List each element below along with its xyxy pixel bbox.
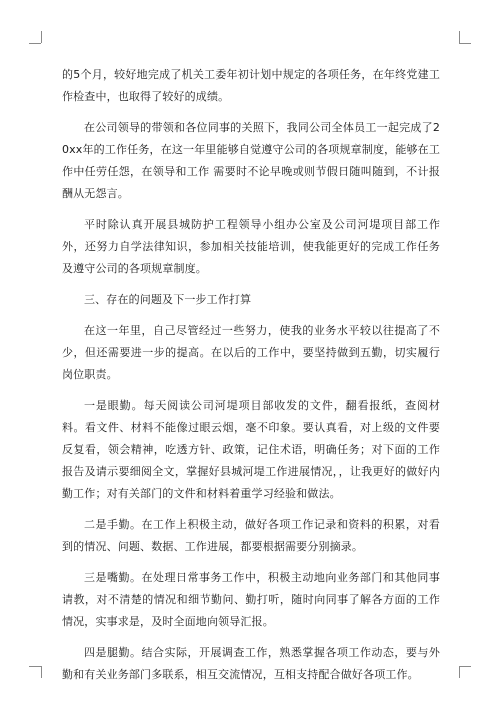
crop-mark-bottom-right-v [459,666,460,678]
paragraph: 在这一年里，自己尽管经过一些努力，使我的业务水平较以往提高了不少，但还需要进一步的提高。在以后的工作中，要坚持做到五勤，切实履行岗位职责。 [62,324,440,381]
paragraph: 平时除认真开展县城防护工程领导小组办公室及公司河堤项目部工作外，还努力自学法律知识，参加相关技能培训，使我能更好的完成工作任务及遵守公司的各项规章制度。 [62,218,440,275]
crop-mark-top-right-v [459,31,460,43]
paragraph: 三是嘴勤。在处理日常事务工作中，积极主动地向业务部门和其他同事请教，对不清楚的情况和细节勤问、勤打听，随时向同事了解各方面的工作情况，实事求是，及时全面地向领导汇报。 [62,571,440,628]
document-body [62,64,440,695]
crop-mark-top-left-v [41,31,42,43]
crop-mark-top-left-h [29,43,41,44]
section-heading: 三、存在的问题及下一步工作打算 [84,293,252,306]
paragraph: 四是腿勤。结合实际，开展调查工作，熟悉掌握各项工作动态，要与外勤和有关业务部门多联系，相互交流情况，互相支持配合做好各项工作。 [62,646,440,681]
crop-mark-bottom-left-h [29,666,41,667]
paragraph: 在公司领导的带领和各位同事的关照下，我同公司全体员工一起完成了20xx年的工作任务，在这一年里能够自觉遵守公司的各项规章制度，能够在工作中任劳任怨，在领导和工作 需要时不论早晚或则节假日随叫随到，不计报酬从无怨言。 [62,121,440,200]
crop-mark-top-right-h [459,43,471,44]
paragraph: 的5个月，较好地完成了机关工委年初计划中规定的各项任务，在年终党建工作检查中，也取得了较好的成绩。 [62,68,440,103]
paragraph: 二是手勤。在工作上积极主动，做好各项工作记录和资料的积累，对看到的情况、问题、数据、工作进展，都要根据需要分别摘录。 [62,518,440,553]
crop-mark-bottom-left-v [41,666,42,678]
paragraph: 一是眼勤。每天阅读公司河堤项目部收发的文件，翻看报纸，查阅材料。看文件、材料不能像过眼云烟，毫不印象。要认真看，对上级的文件要反复看，领会精神，吃透方针、政策，记住术语，明确任务；对下面的工作报告及请示要细阅全文，掌握好县城河堤工作进展情况，，让我更好的做好内勤工作；对有关部门的文件和材料着重学习经验和做法。 [62,399,440,500]
crop-mark-bottom-right-h [459,666,471,667]
